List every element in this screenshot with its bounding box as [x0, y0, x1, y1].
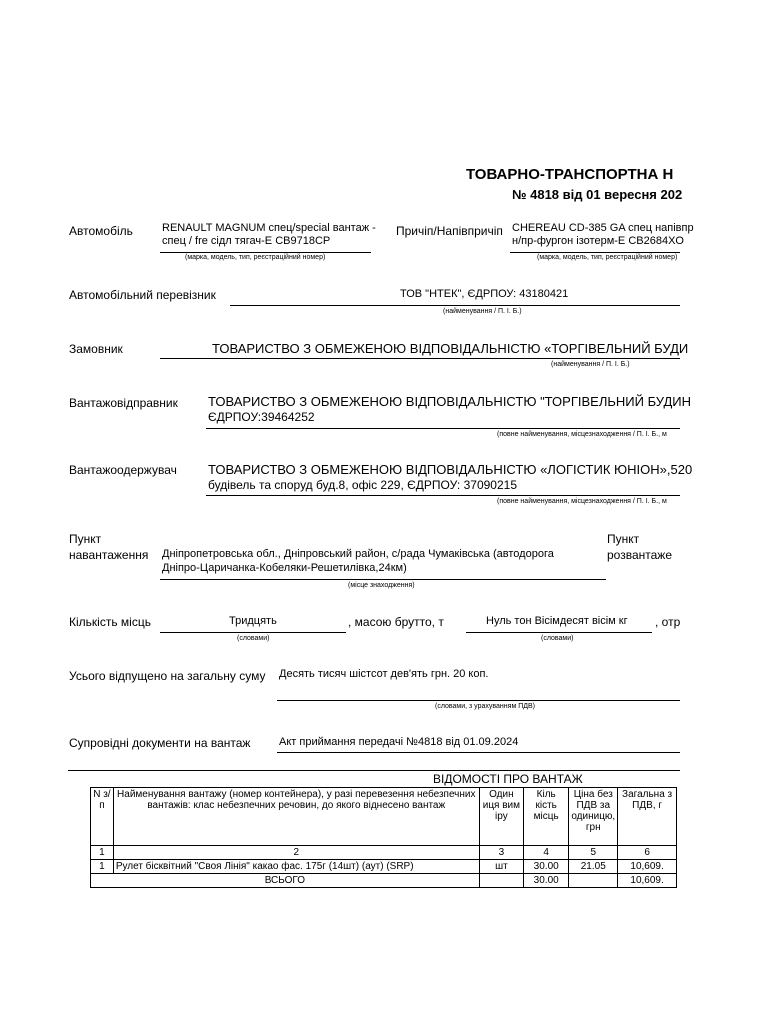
customer-value: ТОВАРИСТВО З ОБМЕЖЕНОЮ ВІДПОВІДАЛЬНІСТЮ «ТОРГІВЕЛЬНИЙ БУДИ — [212, 341, 689, 356]
consignee-value-line1: ТОВАРИСТВО З ОБМЕЖЕНОЮ ВІДПОВІДАЛЬНІСТЮ «ЛОГІСТИК ЮНІОН»,520 — [208, 462, 693, 477]
mass-value: Нуль тон Вісімдесят вісім кг — [486, 615, 628, 627]
places-label: Кількість місць — [69, 615, 151, 629]
total-sum-caption: (словами, з урахуванням ПДВ) — [435, 703, 535, 710]
consignee-caption: (повне найменування, місцезнаходження / П. І. Б., м — [497, 498, 667, 505]
customer-label: Замовник — [69, 342, 123, 356]
item-price: 21.05 — [569, 860, 618, 874]
consignee-underline — [206, 495, 680, 496]
column-number: 6 — [618, 846, 677, 860]
column-number: 2 — [113, 846, 479, 860]
loading-point-underline — [160, 579, 606, 580]
mass-caption: (словами) — [541, 635, 574, 642]
places-tail-label: , отр — [655, 615, 681, 629]
total-row-sum: 10,609. — [618, 874, 677, 888]
vehicle-label: Автомобіль — [69, 224, 133, 238]
header-cell: N з/п — [91, 788, 114, 846]
carrier-value: ТОВ "НТЕК", ЄДРПОУ: 43180421 — [400, 288, 569, 300]
places-caption: (словами) — [237, 635, 270, 642]
total-sum-underline — [277, 700, 680, 701]
table-row — [91, 860, 677, 874]
documents-value: Акт приймання передачі №4818 від 01.09.2024 — [279, 736, 519, 748]
column-number: 1 — [91, 846, 114, 860]
loading-point-value-line2: Дніпро-Царичанка-Кобеляки-Решетилівка,24км) — [162, 562, 407, 574]
carrier-underline — [230, 305, 680, 306]
loading-point-label-line1: Пункт — [69, 532, 102, 546]
customer-underline — [160, 358, 680, 359]
consignee-label: Вантажоодержувач — [69, 463, 177, 477]
header-cell: Загальна з ПДВ, г — [618, 788, 677, 846]
document-number: № 4818 від 01 вересня 202 — [512, 187, 683, 202]
carrier-label: Автомобільний перевізник — [69, 288, 216, 302]
vehicle-underline — [160, 252, 371, 253]
shipper-value-line2: ЄДРПОУ:39464252 — [208, 410, 315, 424]
shipper-value-line1: ТОВАРИСТВО З ОБМЕЖЕНОЮ ВІДПОВІДАЛЬНІСТЮ "ТОРГІВЕЛЬНИЙ БУДИН — [208, 394, 692, 409]
documents-label: Супровідні документи на вантаж — [69, 736, 251, 750]
unloading-point-label-line2: розвантаже — [607, 548, 672, 562]
trailer-label: Причіп/Напівпричіп — [396, 224, 503, 238]
mass-underline — [466, 632, 652, 633]
consignee-value-line2: будівель та споруд буд.8, офіс 229, ЄДРПОУ: 37090215 — [208, 478, 517, 492]
column-number: 5 — [569, 846, 618, 860]
row-number: 1 — [91, 860, 114, 874]
trailer-caption: (марка, модель, тип, реєстраційний номер) — [537, 254, 678, 261]
total-sum-label: Усього відпущено на загальну суму — [69, 669, 266, 683]
header-cell: Ціна без ПДВ за одиницю, грн — [569, 788, 618, 846]
places-underline — [160, 632, 346, 633]
header-cell: Кіль кість місць — [524, 788, 569, 846]
item-qty: 30.00 — [524, 860, 569, 874]
column-number: 4 — [524, 846, 569, 860]
shipper-caption: (повне найменування, місцезнаходження / П. І. Б., м — [497, 431, 667, 438]
total-row-empty — [479, 874, 523, 888]
carrier-caption: (найменування / П. І. Б.) — [443, 308, 522, 315]
table-header-row — [91, 788, 677, 846]
mass-label: , масою брутто, т — [348, 615, 444, 629]
goods-table — [90, 787, 677, 888]
table-total-row — [91, 874, 677, 888]
loading-point-value-line1: Дніпропетровська обл., Дніпровський район, с/рада Чумаківська (автодорога — [162, 548, 554, 560]
loading-point-label-line2: навантаження — [69, 548, 149, 562]
column-number: 3 — [479, 846, 523, 860]
column-number-row — [91, 846, 677, 860]
item-unit: шт — [479, 860, 523, 874]
vehicle-value-line1: RENAULT MAGNUM спец/special вантаж - — [162, 222, 376, 234]
shipper-label: Вантажовідправник — [69, 396, 178, 410]
vehicle-value-line2: спец / fre сідл тягач-E CB9718CP — [162, 235, 331, 247]
loading-point-caption: (місце знаходження) — [348, 582, 415, 589]
trailer-value-line2: н/пр-фургон ізотерм-E CB2684XO — [512, 235, 684, 247]
total-sum-value: Десять тисяч шістсот дев'ять грн. 20 коп. — [279, 668, 489, 680]
unloading-point-label-line1: Пункт — [607, 532, 640, 546]
documents-underline — [277, 752, 680, 753]
total-row-empty — [569, 874, 618, 888]
header-cell: Найменування вантажу (номер контейнера), у разі перевезення небезпечних вантажів: клас небезпечних речовин, до якого віднесено вантаж — [113, 788, 479, 846]
vehicle-caption: (марка, модель, тип, реєстраційний номер) — [185, 254, 326, 261]
section-divider — [68, 770, 680, 771]
shipper-underline — [206, 428, 680, 429]
total-row-label: ВСЬОГО — [91, 874, 480, 888]
goods-section-title: ВІДОМОСТІ ПРО ВАНТАЖ — [433, 772, 583, 786]
header-cell: Один иця вим іру — [479, 788, 523, 846]
total-row-qty: 30.00 — [524, 874, 569, 888]
places-value: Тридцять — [229, 615, 277, 627]
trailer-value-line1: CHEREAU CD-385 GA спец напівпр — [512, 222, 694, 234]
document-title: ТОВАРНО-ТРАНСПОРТНА Н — [466, 166, 674, 183]
customer-caption: (найменування / П. І. Б.) — [551, 361, 630, 368]
item-total: 10,609. — [618, 860, 677, 874]
item-name: Рулет бісквітний "Своя Лінія" какао фас. 175г (14шт) (аут) (SRP) — [113, 860, 479, 874]
trailer-underline — [510, 252, 680, 253]
